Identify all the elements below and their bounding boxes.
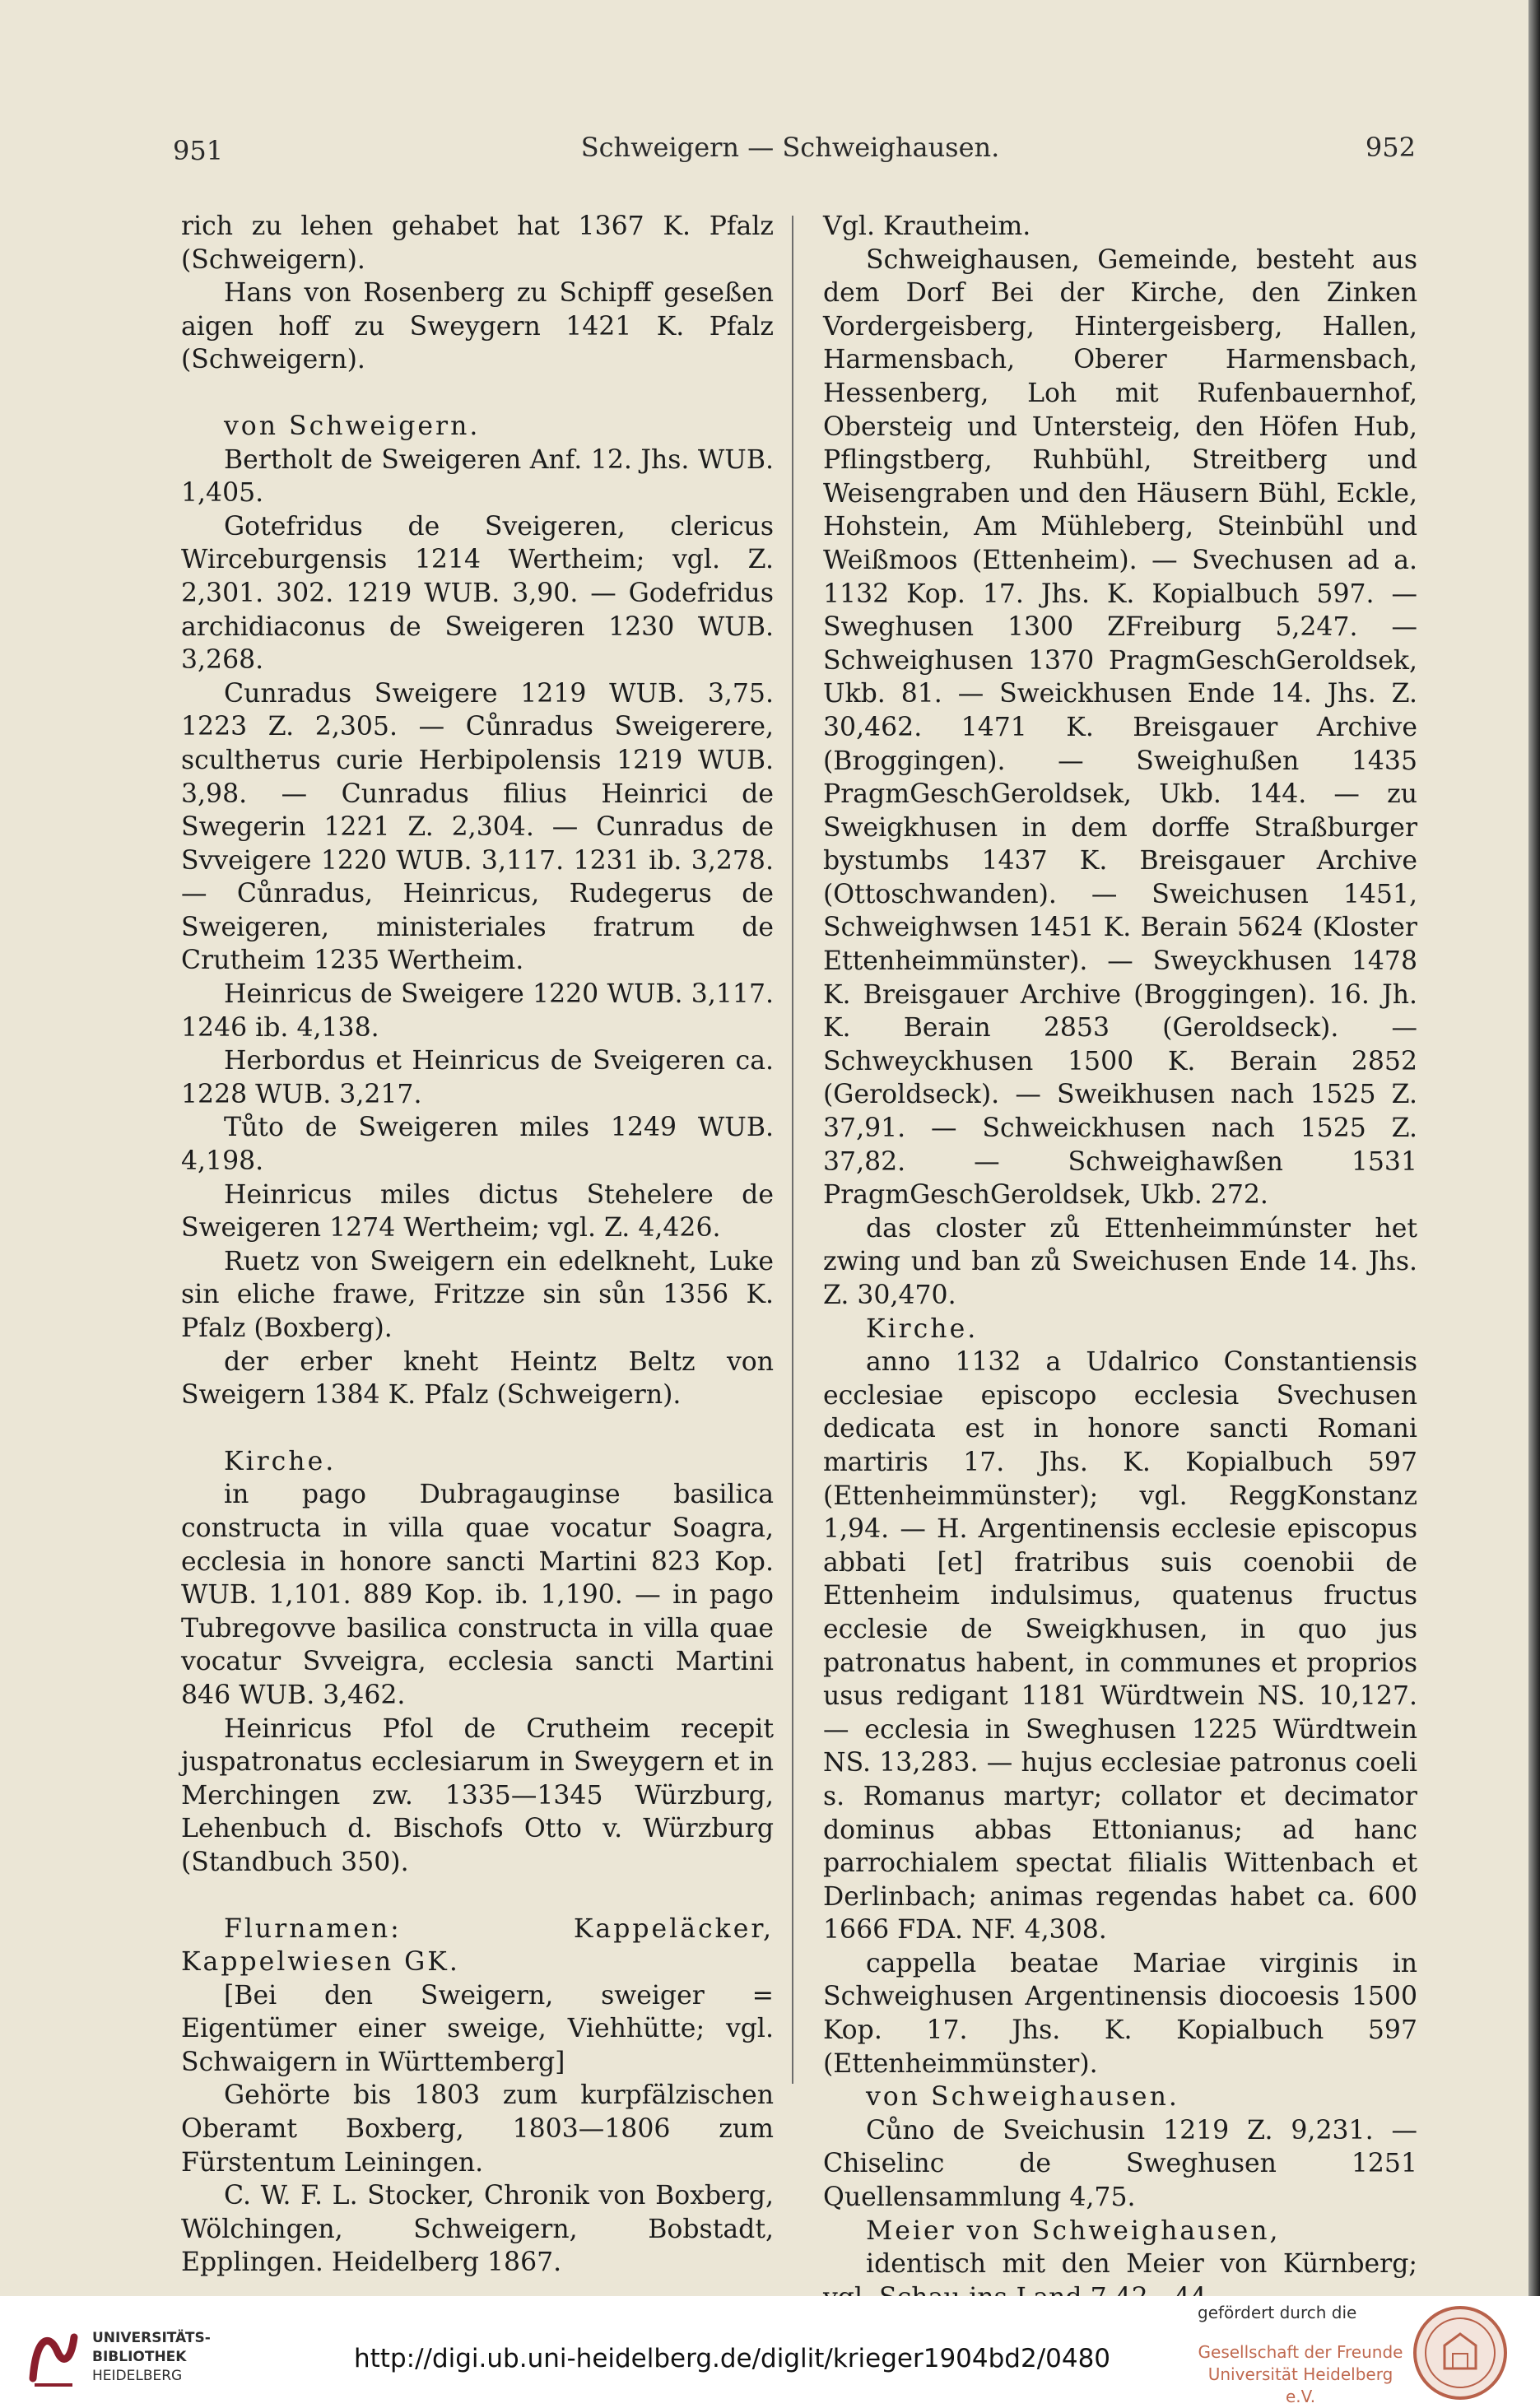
left-column-paragraph: rich zu lehen gehabet hat 1367 K. Pfalz (Schweigern). bbox=[181, 212, 774, 275]
sponsor-name bbox=[1198, 2341, 1403, 2408]
page-number-left: 951 bbox=[173, 135, 224, 166]
left-column-paragraph: von Schweigern. bbox=[224, 411, 481, 441]
right-column-paragraph: von Schweighausen. bbox=[866, 2082, 1179, 2113]
right-column-paragraph: cappella beatae Mariae virginis in Schweighusen Argentinensis diocoesis 1500 Kop. 17. Jhs. K. Kopialbuch 597 (Ettenheimmünster). bbox=[823, 1948, 1417, 2079]
right-column-paragraph: Schweighausen, Gemeinde, besteht aus dem Dorf Bei der Kirche, den Zinken Vordergeisberg, Hintergeisberg, Hallen, Harmensbach, Oberer Harmensbach, Hessenberg, Loh mit Rufenbauernhof, Obersteig und Untersteig, den Höfen Hub, Pflingstberg, Ruhbühl, Streitberg und Weisengraben und den Häusern Bühl, Eckle, Hohstein, Am Mühleberg, Steinbühl und Weißmoos (Ettenheim). — Svechusen ad a. 1132 Kop. 17. Jhs. K. Kopialbuch 597. — Sweghusen 1300 ZFreiburg 5,247. — Schweighusen 1370 PragmGeschGeroldsek, Ukb. 81. — Sweickhusen Ende 14. Jhs. Z. 30,462. 1471 K. Breisgauer Archive (Broggingen). — Sweighußen 1435 PragmGeschGeroldsek, Ukb. 144. — zu Sweigkhusen in dem dorffe Straßburger bystumbs 1437 K. Breisgauer Archive (Ottoschwanden). — Sweichusen 1451, Schweighwsen 1451 K. Berain 5624 (Kloster Ettenheimmünster). — Sweyckhusen 1478 K. Breisgauer Archive (Broggingen). 16. Jh. K. Berain 2853 (Geroldseck). — Schweyckhusen 1500 K. Berain 2852 (Geroldseck). — Sweikhusen nach 1525 Z. 37,91. — Schweickhusen nach 1525 Z. 37,82. — Schweighawßen 1531 PragmGeschGeroldsek, Ukb. 272. bbox=[823, 244, 1417, 1211]
left-column-paragraph: Heinricus miles dictus Stehelere de Sweigeren 1274 Wertheim; vgl. Z. 4,426. bbox=[181, 1179, 774, 1244]
page-edge-shadow bbox=[1528, 0, 1540, 2296]
left-column-paragraph: Gotefridus de Sveigeren, clericus Wirceburgensis 1214 Wertheim; vgl. Z. 2,301. 302. 1219 WUB. 3,90. — Godefridus archidiaconus de Sweigeren 1230 WUB. 3,268. bbox=[181, 511, 774, 676]
footer-bar bbox=[0, 2296, 1540, 2407]
left-column-paragraph: der erber kneht Heintz Beltz von Sweigern 1384 K. Pfalz (Schweigern). bbox=[181, 1346, 774, 1411]
library-name-line2: BIBLIOTHEK bbox=[92, 2349, 187, 2365]
left-column-paragraph: in pago Dubragauginse basilica constructa in villa quae vocatur Soagra, ecclesia in honore sancti Martini 823 Kop. WUB. 1,101. 889 Kop. ib. 1,190. — in pago Tubregovve basilica constructa in villa quae vocatur Svveigra, ecclesia sancti Martini 846 WUB. 3,462. bbox=[181, 1480, 774, 1710]
left-text-column bbox=[181, 210, 774, 2280]
page-number-right: 952 bbox=[1365, 132, 1416, 163]
column-divider bbox=[792, 216, 793, 2084]
left-column-paragraph: Gehörte bis 1803 zum kurpfälzischen Oberamt Boxberg, 1803—1806 zum Fürstentum Leiningen. bbox=[181, 2080, 774, 2178]
left-column-paragraph: C. W. F. L. Stocker, Chronik von Boxberg, Wölchingen, Schweigern, Bobstadt, Epplingen. Heidelberg 1867. bbox=[181, 2181, 774, 2278]
library-name-line3: HEIDELBERG bbox=[92, 2368, 183, 2384]
left-column-paragraph: Tůto de Sweigeren miles 1249 WUB. 4,198. bbox=[181, 1113, 774, 1177]
right-column-paragraph: identisch mit den Meier von Kürnberg; bbox=[866, 2249, 1417, 2280]
left-column-paragraph: Heinricus de Sweigere 1220 WUB. 3,117. 1246 ib. 4,138. bbox=[181, 979, 774, 1043]
left-column-paragraph: Cunradus Sweigere 1219 WUB. 3,75. 1223 Z. 2,305. — Cůnradus Sweigerere, scultheтus curie Herbipolensis 1219 WUB. 3,98. — Cunradus filius Heinrici de Swegerin 1221 Z. 2,304. — Cunradus de Svveigere 1220 WUB. 3,117. 1231 ib. 3,278. — Cůnradus, Heinricus, Rudegerus de Sweigeren, ministeriales fratrum de Crutheim 1235 Wertheim. bbox=[181, 678, 774, 976]
right-column-paragraph: anno 1132 a Udalrico Constantiensis ecclesiae episcopo ecclesia Svechusen dedicata est in honore sancti Romani martiris 17. Jhs. K. Kopialbuch 597 (Ettenheimmünster); vgl. ReggKonstanz 1,94. — H. Argentinensis ecclesie episcopus abbati [et] fratribus suis coenobii de Ettenheim indulsimus, quatenus fructus ecclesie de Sweigkhusen, in quo jus patronatus habent, in communes et proprios usus redigant 1181 Würdtwein NS. 10,127. — ecclesia in Sweghusen 1225 Würdtwein NS. 13,283. — hujus ecclesiae patronus coeli s. Romanus martyr; collator et decimator dominus abbas Ettonianus; ad hanc parrochialem spectat filialis Wittenbach et Derlinbach; animas regendas habet ca. 600 1666 FDA. NF. 4,308. bbox=[823, 1347, 1417, 1945]
library-logo-icon bbox=[25, 2321, 82, 2395]
left-column-paragraph: Hans von Rosenberg zu Schipff geseßen aigen hoff zu Sweygern 1421 K. Pfalz (Schweigern). bbox=[181, 278, 774, 375]
left-column-paragraph: Bertholt de Sweigeren Anf. 12. Jhs. WUB. 1,405. bbox=[181, 444, 774, 509]
sponsor-name-line1: Gesellschaft der Freunde bbox=[1198, 2342, 1403, 2362]
right-column-paragraph: das closter zů Ettenheimmúnster het zwing und ban zů Sweichusen Ende 14. Jhs. Z. 30,470. bbox=[823, 1213, 1417, 1310]
permalink-url[interactable]: http://digi.ub.uni-heidelberg.de/diglit/krieger1904bd2/0480 bbox=[354, 2344, 1111, 2373]
right-text-column bbox=[823, 210, 1417, 2314]
left-column-paragraph: Flurnamen: Kappeläcker, Kappelwiesen GK. bbox=[181, 1913, 774, 1978]
right-column-paragraph: Vgl. Krautheim. bbox=[823, 212, 1031, 241]
sponsor-name-line2: Universität Heidelberg e.V. bbox=[1207, 2364, 1393, 2406]
left-column-paragraph: Ruetz von Sweigern ein edelkneht, Luke sin eliche frawe, Fritzze sin sůn 1356 K. Pfalz (Boxberg). bbox=[181, 1246, 774, 1343]
left-column-paragraph: [Bei den Sweigern, sweiger = Eigentümer einer sweige, Viehhütte; vgl. Schwaigern in Württemberg] bbox=[181, 1980, 774, 2077]
university-seal-icon bbox=[1412, 2304, 1509, 2401]
left-column-paragraph: Herbordus et Heinricus de Sveigeren ca. 1228 WUB. 3,217. bbox=[181, 1046, 774, 1109]
library-name-line1: UNIVERSITÄTS- bbox=[92, 2330, 211, 2346]
page-title: Schweigern — Schweighausen. bbox=[580, 132, 1000, 163]
right-column-paragraph: Meier von Schweighausen, bbox=[866, 2215, 1281, 2246]
library-name bbox=[92, 2329, 211, 2386]
sponsor-label: gefördert durch die bbox=[1198, 2303, 1357, 2322]
right-column-paragraph: Kirche. bbox=[866, 1313, 979, 1344]
right-column-paragraph: Cůno de Sveichusin 1219 Z. 9,231. — Chiselinc de Sweghusen 1251 Quellensammlung 4,75. bbox=[823, 2115, 1417, 2213]
left-column-paragraph: Kirche. bbox=[224, 1446, 337, 1476]
left-column-paragraph: Heinricus Pfol de Crutheim recepit juspatronatus ecclesiarum in Sweygern et in Merchingen zw. 1335—1345 Würzburg, Lehenbuch d. Bischofs Otto v. Würzburg (Standbuch 350). bbox=[181, 1713, 774, 1877]
running-header bbox=[165, 132, 1416, 173]
